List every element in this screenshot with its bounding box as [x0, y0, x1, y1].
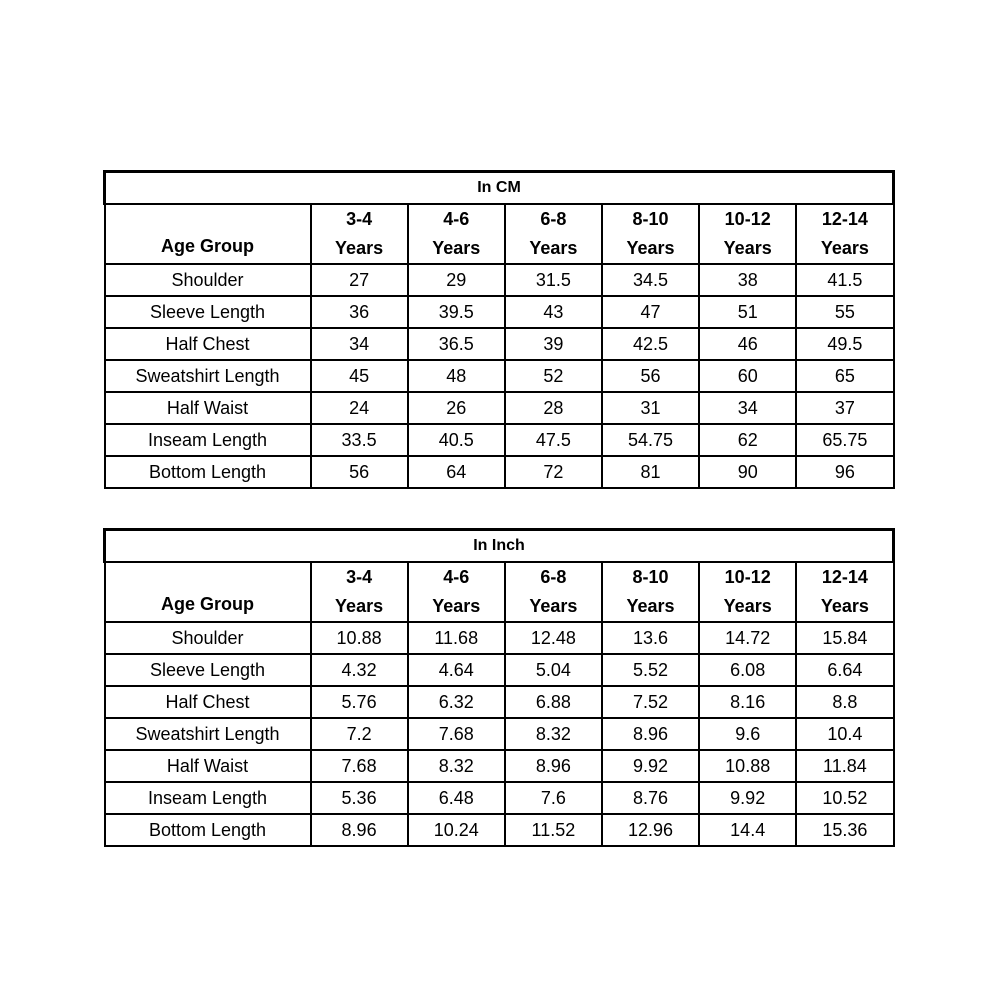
table-title-row — [105, 530, 894, 563]
table-cell: 27 — [311, 264, 408, 296]
table-cell: 14.4 — [699, 814, 796, 846]
table-cell: 5.04 — [505, 654, 602, 686]
table-cell: 43 — [505, 296, 602, 328]
table-row — [105, 264, 894, 296]
row-label: Sweatshirt Length — [105, 360, 311, 392]
column-header — [408, 204, 505, 264]
table-cell: 65 — [796, 360, 893, 392]
table-cell: 34.5 — [602, 264, 699, 296]
table-cell: 6.88 — [505, 686, 602, 718]
column-header-unit: Years — [432, 596, 481, 616]
row-label: Half Chest — [105, 686, 311, 718]
table-cell: 64 — [408, 456, 505, 488]
table-cell: 11.52 — [505, 814, 602, 846]
table-cell: 56 — [311, 456, 408, 488]
table-row — [105, 750, 894, 782]
table-cell: 7.6 — [505, 782, 602, 814]
row-label: Inseam Length — [105, 782, 311, 814]
column-header — [699, 562, 796, 622]
table-cell: 38 — [699, 264, 796, 296]
table-cell: 8.96 — [311, 814, 408, 846]
table-row — [105, 296, 894, 328]
table-cell: 60 — [699, 360, 796, 392]
table-cell: 65.75 — [796, 424, 893, 456]
table-header-row — [105, 562, 894, 622]
column-header-unit: Years — [723, 596, 772, 616]
table-cell: 4.32 — [311, 654, 408, 686]
table-cell: 49.5 — [796, 328, 893, 360]
table-cell: 7.2 — [311, 718, 408, 750]
table-cell: 51 — [699, 296, 796, 328]
column-header-unit: Years — [820, 238, 869, 258]
table-cell: 12.96 — [602, 814, 699, 846]
table-cell: 24 — [311, 392, 408, 424]
table-cell: 7.52 — [602, 686, 699, 718]
table-cell: 11.68 — [408, 622, 505, 654]
column-header — [311, 562, 408, 622]
table-cell: 47 — [602, 296, 699, 328]
table-cell: 8.76 — [602, 782, 699, 814]
table-cell: 54.75 — [602, 424, 699, 456]
column-header-range: 4-6 — [443, 209, 470, 229]
table-cell: 6.08 — [699, 654, 796, 686]
table-cell: 46 — [699, 328, 796, 360]
table-cell: 10.24 — [408, 814, 505, 846]
table-cell: 10.4 — [796, 718, 893, 750]
row-label: Sleeve Length — [105, 296, 311, 328]
table-cell: 4.64 — [408, 654, 505, 686]
table-cell: 6.32 — [408, 686, 505, 718]
column-header-range: 12-14 — [821, 567, 868, 587]
table-cell: 29 — [408, 264, 505, 296]
column-header-unit: Years — [820, 596, 869, 616]
row-label: Sleeve Length — [105, 654, 311, 686]
table-cell: 56 — [602, 360, 699, 392]
table-cell: 6.64 — [796, 654, 893, 686]
table-cell: 39.5 — [408, 296, 505, 328]
table-cell: 10.88 — [311, 622, 408, 654]
table-cell: 26 — [408, 392, 505, 424]
table-cell: 28 — [505, 392, 602, 424]
table-row — [105, 782, 894, 814]
table-cell: 15.36 — [796, 814, 893, 846]
table-cell: 81 — [602, 456, 699, 488]
table-cell: 48 — [408, 360, 505, 392]
table-cell: 12.48 — [505, 622, 602, 654]
column-header-range: 8-10 — [632, 209, 669, 229]
size-table-body — [105, 172, 894, 489]
table-cell: 5.36 — [311, 782, 408, 814]
table-row — [105, 456, 894, 488]
column-header — [699, 204, 796, 264]
table-cell: 31 — [602, 392, 699, 424]
column-header — [408, 562, 505, 622]
table-cell: 8.8 — [796, 686, 893, 718]
row-label: Shoulder — [105, 264, 311, 296]
table-cell: 33.5 — [311, 424, 408, 456]
table-cell: 47.5 — [505, 424, 602, 456]
row-label: Sweatshirt Length — [105, 718, 311, 750]
table-cell: 8.16 — [699, 686, 796, 718]
table-cell: 10.52 — [796, 782, 893, 814]
column-header-unit: Years — [529, 596, 578, 616]
table-cell: 31.5 — [505, 264, 602, 296]
table-cell: 5.76 — [311, 686, 408, 718]
table-cell: 42.5 — [602, 328, 699, 360]
table-row — [105, 654, 894, 686]
column-header-range: 6-8 — [540, 209, 567, 229]
table-cell: 96 — [796, 456, 893, 488]
table-row — [105, 718, 894, 750]
table-cell: 8.32 — [505, 718, 602, 750]
size-table-body — [105, 530, 894, 847]
row-label: Half Waist — [105, 392, 311, 424]
table-cell: 37 — [796, 392, 893, 424]
table-cell: 45 — [311, 360, 408, 392]
age-group-header: Age Group — [105, 562, 311, 622]
column-header-range: 4-6 — [443, 567, 470, 587]
table-title: In CM — [105, 172, 894, 205]
column-header — [602, 562, 699, 622]
column-header-unit: Years — [432, 238, 481, 258]
column-header — [602, 204, 699, 264]
table-title-row — [105, 172, 894, 205]
column-header-unit: Years — [723, 238, 772, 258]
table-cell: 40.5 — [408, 424, 505, 456]
table-cell: 5.52 — [602, 654, 699, 686]
column-header-unit: Years — [335, 596, 384, 616]
table-cell: 8.96 — [602, 718, 699, 750]
size-table-cm — [103, 170, 895, 489]
column-header-range: 8-10 — [632, 567, 669, 587]
table-title: In Inch — [105, 530, 894, 563]
table-cell: 6.48 — [408, 782, 505, 814]
table-cell: 55 — [796, 296, 893, 328]
table-cell: 11.84 — [796, 750, 893, 782]
table-cell: 15.84 — [796, 622, 893, 654]
table-cell: 72 — [505, 456, 602, 488]
column-header-unit: Years — [626, 596, 675, 616]
column-header-range: 3-4 — [346, 209, 373, 229]
row-label: Half Chest — [105, 328, 311, 360]
table-cell: 36.5 — [408, 328, 505, 360]
table-cell: 39 — [505, 328, 602, 360]
column-header — [505, 562, 602, 622]
table-row — [105, 360, 894, 392]
row-label: Bottom Length — [105, 456, 311, 488]
row-label: Half Waist — [105, 750, 311, 782]
table-cell: 34 — [699, 392, 796, 424]
column-header-unit: Years — [529, 238, 578, 258]
table-cell: 36 — [311, 296, 408, 328]
table-cell: 41.5 — [796, 264, 893, 296]
table-cell: 34 — [311, 328, 408, 360]
table-cell: 9.92 — [602, 750, 699, 782]
table-row — [105, 686, 894, 718]
row-label: Bottom Length — [105, 814, 311, 846]
table-cell: 62 — [699, 424, 796, 456]
table-cell: 14.72 — [699, 622, 796, 654]
column-header-unit: Years — [335, 238, 384, 258]
table-cell: 7.68 — [311, 750, 408, 782]
table-cell: 8.96 — [505, 750, 602, 782]
table-cell: 9.92 — [699, 782, 796, 814]
table-cell: 52 — [505, 360, 602, 392]
row-label: Shoulder — [105, 622, 311, 654]
age-group-header: Age Group — [105, 204, 311, 264]
table-cell: 8.32 — [408, 750, 505, 782]
column-header-range: 10-12 — [724, 209, 771, 229]
table-cell: 7.68 — [408, 718, 505, 750]
row-label: Inseam Length — [105, 424, 311, 456]
table-row — [105, 424, 894, 456]
column-header-unit: Years — [626, 238, 675, 258]
column-header-range: 12-14 — [821, 209, 868, 229]
column-header-range: 6-8 — [540, 567, 567, 587]
size-table-inch — [103, 528, 895, 847]
column-header-range: 3-4 — [346, 567, 373, 587]
table-cell: 9.6 — [699, 718, 796, 750]
column-header — [311, 204, 408, 264]
table-cell: 10.88 — [699, 750, 796, 782]
column-header — [505, 204, 602, 264]
table-row — [105, 622, 894, 654]
table-cell: 13.6 — [602, 622, 699, 654]
column-header-range: 10-12 — [724, 567, 771, 587]
column-header — [796, 562, 893, 622]
table-row — [105, 814, 894, 846]
table-row — [105, 328, 894, 360]
table-header-row — [105, 204, 894, 264]
table-row — [105, 392, 894, 424]
table-cell: 90 — [699, 456, 796, 488]
column-header — [796, 204, 893, 264]
